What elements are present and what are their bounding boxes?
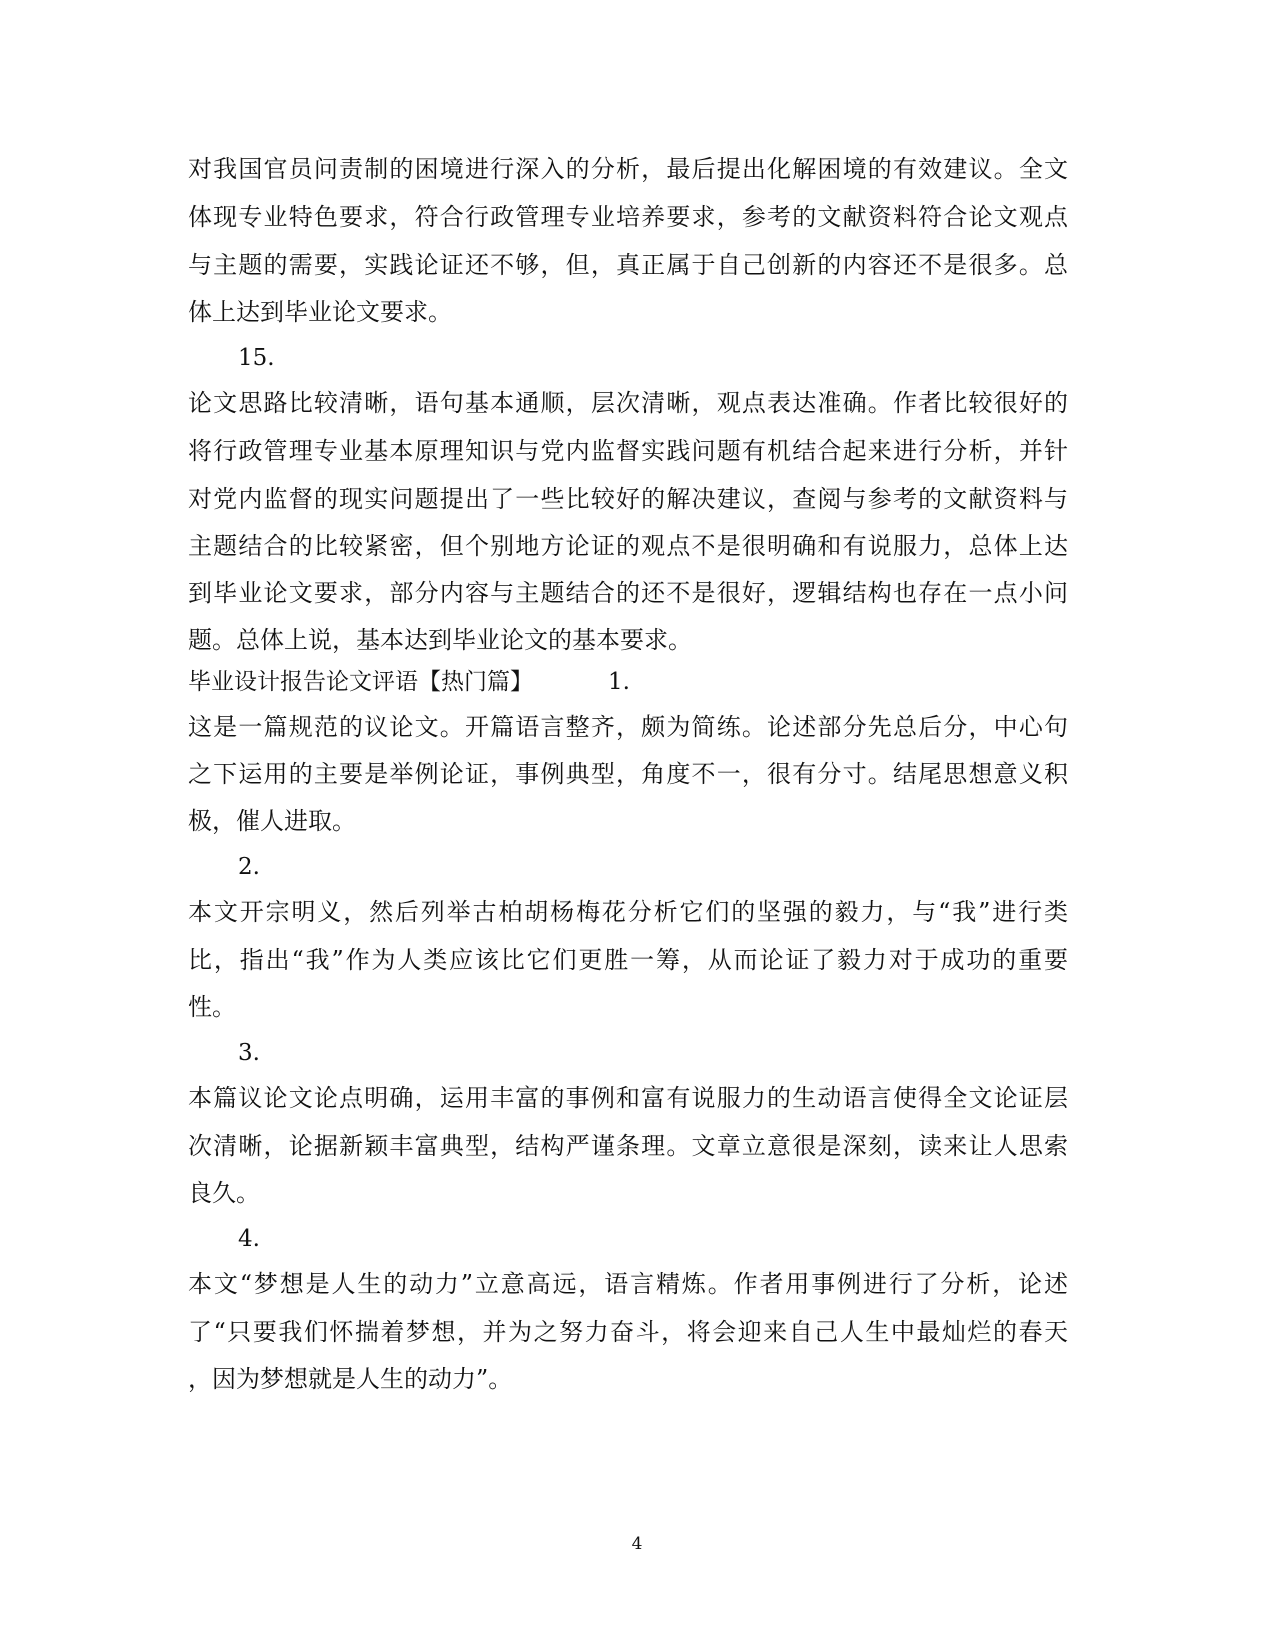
text-line: 比，指出“我”作为人类应该比它们更胜一筹，从而论证了毅力对于成功的重要 [188, 946, 1068, 974]
item-number-2: 2. [238, 854, 260, 880]
text-line: 主题结合的比较紧密，但个别地方论证的观点不是很明确和有说服力，总体上达 [188, 532, 1068, 560]
text-line: 本篇议论文论点明确，运用丰富的事例和富有说服力的生动语言使得全文论证层 [188, 1084, 1068, 1112]
text-line: 对我国官员问责制的困境进行深入的分析，最后提出化解困境的有效建议。全文 [188, 155, 1068, 183]
text-line: 论文思路比较清晰，语句基本通顺，层次清晰，观点表达准确。作者比较很好的 [188, 389, 1068, 417]
text-line: 次清晰，论据新颖丰富典型，结构严谨条理。文章立意很是深刻，读来让人思索 [188, 1132, 1068, 1160]
item-number-15: 15. [238, 345, 275, 371]
page-number: 4 [631, 1534, 643, 1554]
text-line: 本文“梦想是人生的动力”立意高远，语言精炼。作者用事例进行了分析，论述 [188, 1270, 1068, 1298]
text-line: 体上达到毕业论文要求。 [188, 298, 452, 326]
text-line: 了“只要我们怀揣着梦想，并为之努力奋斗，将会迎来自己人生中最灿烂的春天 [188, 1318, 1068, 1346]
text-line: 这是一篇规范的议论文。开篇语言整齐，颇为简练。论述部分先总后分，中心句 [188, 713, 1068, 741]
text-line: 体现专业特色要求，符合行政管理专业培养要求，参考的文献资料符合论文观点 [188, 203, 1068, 231]
item-number-3: 3. [238, 1040, 260, 1066]
text-line: 到毕业论文要求，部分内容与主题结合的还不是很好，逻辑结构也存在一点小问 [188, 579, 1068, 607]
text-line: 性。 [188, 993, 236, 1021]
text-line: 极，催人进取。 [188, 807, 356, 835]
text-line: 对党内监督的现实问题提出了一些比较好的解决建议，查阅与参考的文献资料与 [188, 485, 1068, 513]
section-heading: 毕业设计报告论文评语【热门篇】 [188, 669, 533, 695]
item-number-1: 1. [608, 669, 630, 695]
text-line: 题。总体上说，基本达到毕业论文的基本要求。 [188, 626, 692, 654]
item-number-4: 4. [238, 1226, 260, 1252]
text-line: 之下运用的主要是举例论证，事例典型，角度不一，很有分寸。结尾思想意义积 [188, 760, 1068, 788]
text-line: 良久。 [188, 1179, 260, 1207]
text-line: 本文开宗明义，然后列举古柏胡杨梅花分析它们的坚强的毅力，与“我”进行类 [188, 898, 1068, 926]
text-line: ，因为梦想就是人生的动力”。 [188, 1365, 513, 1393]
text-line: 将行政管理专业基本原理知识与党内监督实践问题有机结合起来进行分析，并针 [188, 437, 1068, 465]
text-line: 与主题的需要，实践论证还不够，但，真正属于自己创新的内容还不是很多。总 [188, 251, 1068, 279]
